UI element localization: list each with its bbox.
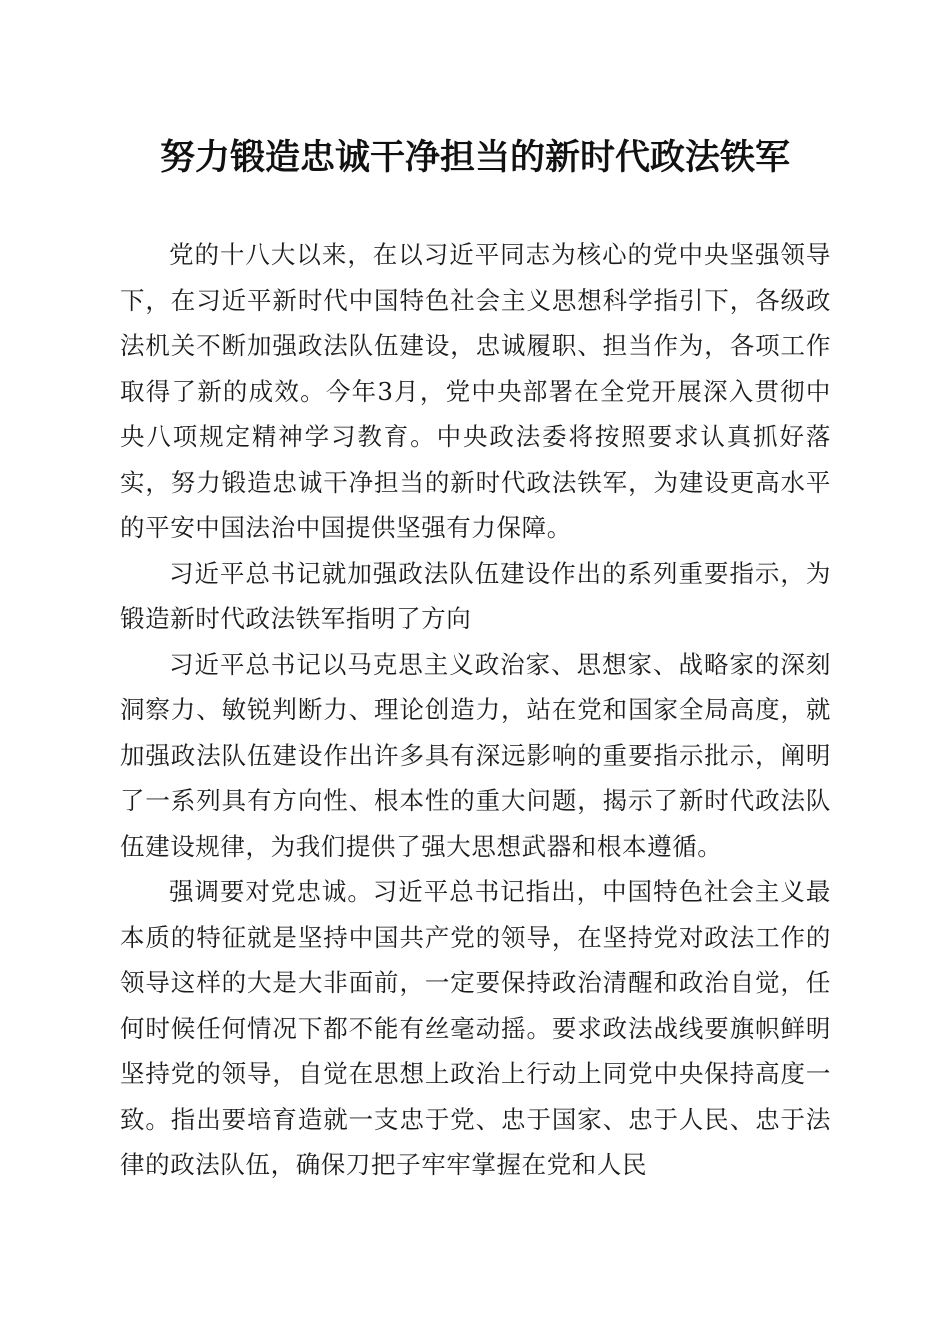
document-body bbox=[120, 232, 831, 1188]
paragraph-intro: 党的十八大以来，在以习近平同志为核心的党中央坚强领导下，在习近平新时代中国特色社会主义思想科学指引下，各级政法机关不断加强政法队伍建设，忠诚履职、担当作为，各项工作取得了新的成效。今年3月，党中央部署在全党开展深入贯彻中央八项规定精神学习教育。中央政法委将按照要求认真抓好落实，努力锻造忠诚干净担当的新时代政法铁军，为建设更高水平的平安中国法治中国提供坚强有力保障。 bbox=[120, 240, 831, 542]
paragraph-instructions-overview: 习近平总书记以马克思主义政治家、思想家、战略家的深刻洞察力、敏锐判断力、理论创造力，站在党和国家全局高度，就加强政法队伍建设作出许多具有深远影响的重要指示批示，阐明了一系列具有方向性、根本性的重大问题，揭示了新时代政法队伍建设规律，为我们提供了强大思想武器和根本遵循。 bbox=[120, 649, 831, 861]
document-title: 努力锻造忠诚干净担当的新时代政法铁军 bbox=[159, 137, 790, 178]
paragraph-section-heading: 习近平总书记就加强政法队伍建设作出的系列重要指示，为锻造新时代政法铁军指明了方向 bbox=[120, 558, 831, 633]
paragraph-loyalty: 强调要对党忠诚。习近平总书记指出，中国特色社会主义最本质的特征就是坚持中国共产党的领导，在坚持党对政法工作的领导这样的大是大非面前，一定要保持政治清醒和政治自觉，任何时候任何情况下都不能有丝毫动摇。要求政法战线要旗帜鲜明坚持党的领导，自觉在思想上政治上行动上同党中央保持高度一致。指出要培育造就一支忠于党、忠于国家、忠于人民、忠于法律的政法队伍，确保刀把子牢牢掌握在党和人民 bbox=[120, 877, 831, 1179]
